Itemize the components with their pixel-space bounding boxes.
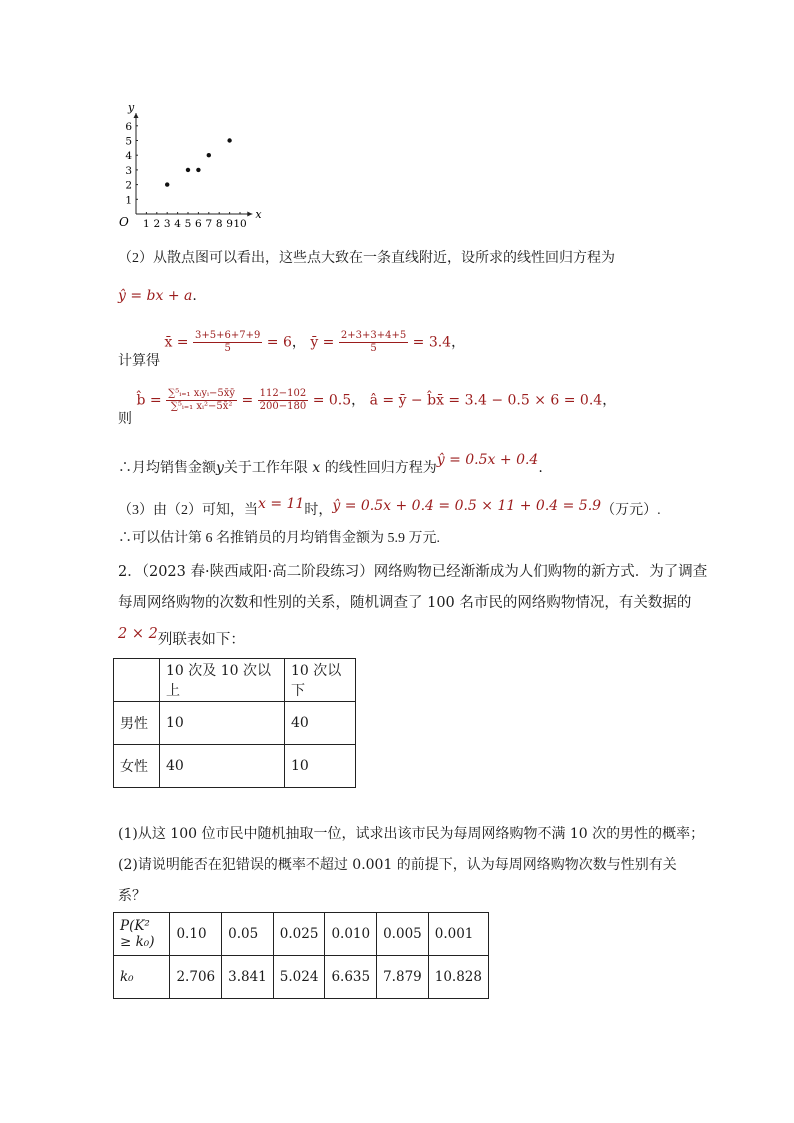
data-point [207, 153, 211, 157]
regression-form: ŷ = bx + a. [118, 288, 197, 304]
solution-part2-intro: （2）从散点图可以看出，这些点大致在一条直线附近，设所求的线性回归方程为 [118, 251, 615, 266]
table-row: 男性 10 40 [114, 702, 356, 745]
q2-line2: 每周网络购物的次数和性别的关系，随机调查了 100 名市民的网络购物情况，有关数据的 [118, 595, 692, 611]
conclusion-regression: ∴月均销售金额y关于工作年限 x 的线性回归方程为ŷ = 0.5x + 0.4. [118, 452, 543, 476]
q2-sub2b: 系？ [118, 888, 146, 904]
x-tick-label: 10 [233, 218, 247, 230]
q2-line1: 2．（2023 春·陕西咸阳·高二阶段练习）网络购物已经渐渐成为人们购物的新方式．为了调查 [118, 564, 708, 580]
x-tick-label: 7 [205, 218, 213, 230]
q2-line3: 2 × 2列联表如下： [118, 626, 245, 648]
y-tick-label: 1 [125, 194, 132, 207]
origin-label: O [119, 215, 129, 229]
x-tick-label: 3 [163, 218, 171, 230]
data-point [165, 182, 169, 186]
solution-part3: （3）由（2）可知，当x = 11时，ŷ = 0.5x + 0.4 = 0.5 × 11 + 0.4 = 5.9（万元）. [118, 496, 661, 518]
mean-calc: 计算得 x̄ = $\frac{3+5+6+7+9}{5}$ = 6， ȳ = $\frac{2+3+3+4+5}{5}$ = 3.4， [118, 330, 466, 369]
data-point [227, 138, 231, 142]
solution-part3-conclusion: ∴可以估计第 6 名推销员的月均销售金额为 5.9 万元. [118, 531, 440, 546]
table-header-cell [114, 659, 160, 702]
x-tick-label: 4 [174, 218, 181, 230]
q2-sub1: (1)从这 100 位市民中随机抽取一位，试求出该市民为每周网络购物不满 10 次的男性的概率； [118, 826, 705, 842]
y-tick-label: 6 [125, 120, 132, 133]
x-tick-label: 6 [195, 218, 202, 230]
critical-value-table [113, 912, 489, 999]
y-axis-label: y [128, 100, 135, 114]
x-tick-label: 8 [215, 218, 223, 230]
slope-calc: 则 b̂ = $\frac{\text{∑⁵ᵢ₌₁ xᵢyᵢ−5x̄ȳ}}{\text{∑⁵ᵢ₌₁ xᵢ²−5x̄²}}$ = $\frac{112-102}{200-180}$ = 0.5， â = ȳ − b̂x̄ = 3.4 − 0.5 × 6 = 0.4， [118, 388, 617, 427]
data-point [196, 168, 200, 172]
y-tick-label: 2 [125, 179, 132, 192]
x-axis-arrow [247, 212, 252, 217]
y-tick-label: 4 [125, 150, 132, 163]
y-tick-label: 3 [125, 164, 132, 177]
y-axis-arrow [134, 113, 139, 118]
q2-sub2a: (2)请说明能否在犯错误的概率不超过 0.001 的前提下，认为每周网络购物次数与性别有关 [118, 857, 677, 873]
x-tick-label: 2 [153, 218, 161, 230]
table-row: 女性 40 10 [114, 745, 356, 788]
x-tick-label: 1 [143, 218, 150, 230]
x-tick-label: 5 [184, 218, 192, 230]
x-axis-label: x [255, 208, 262, 221]
table-row: P(K² ≥ k₀) 0.10 0.05 0.025 0.010 0.005 0.001 [114, 913, 489, 956]
contingency-table [113, 658, 356, 788]
scatter-plot [110, 100, 300, 230]
table-row: k₀ 2.706 3.841 5.024 6.635 7.879 10.828 [114, 956, 489, 999]
table-header-cell: 10 次及 10 次以上 [160, 659, 285, 702]
table-header-cell: 10 次以下 [285, 659, 356, 702]
data-point [186, 168, 190, 172]
y-tick-label: 5 [125, 135, 132, 148]
x-tick-label: 9 [226, 218, 233, 230]
